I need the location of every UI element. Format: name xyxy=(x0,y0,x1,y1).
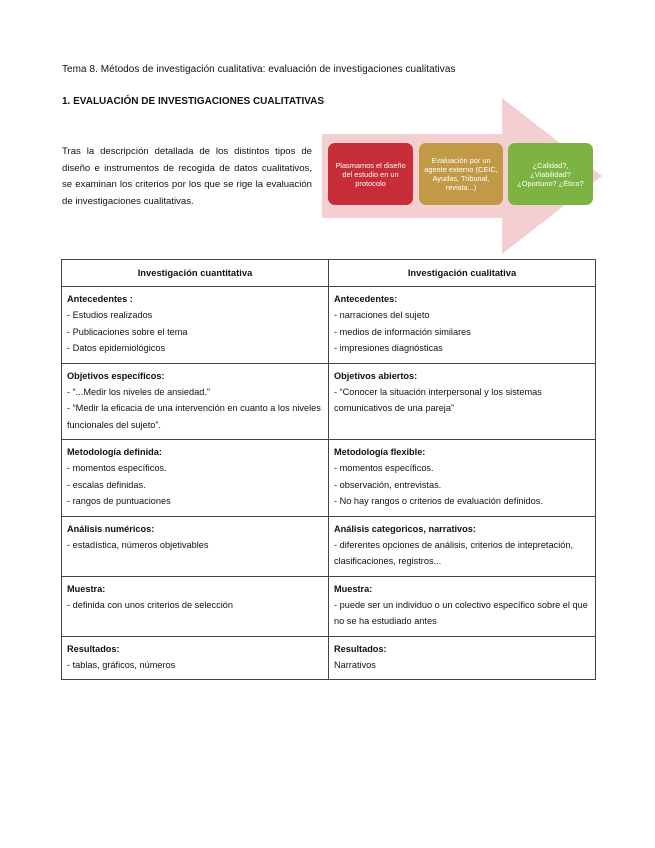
cell-title: Antecedentes : xyxy=(67,294,133,304)
quantitative-cell xyxy=(62,516,329,576)
quantitative-cell xyxy=(62,287,329,364)
qualitative-cell xyxy=(329,287,596,364)
comparison-table xyxy=(61,259,596,680)
section-title: 1. EVALUACIÓN DE INVESTIGACIONES CUALITATIVAS xyxy=(62,96,325,107)
cell-line: - Datos epidemiológicos xyxy=(67,343,166,353)
quantitative-cell xyxy=(62,576,329,636)
cell-line: - definida con unos criterios de selección xyxy=(67,599,233,610)
cell-line: - No hay rangos o criterios de evaluación definidos. xyxy=(334,496,543,506)
process-diagram xyxy=(322,98,602,254)
cell-line: - impresiones diagnósticas xyxy=(334,343,443,353)
quantitative-cell xyxy=(62,440,329,517)
qualitative-cell xyxy=(329,440,596,517)
cell-title: Muestra: xyxy=(67,583,106,594)
table-row xyxy=(62,516,596,576)
cell-line: - diferentes opciones de análisis, criterios de intepretación, clasificaciones, registros... xyxy=(334,539,574,566)
cell-line: - Publicaciones sobre el tema xyxy=(67,326,188,337)
cell-line: - observación, entrevistas. xyxy=(334,479,442,490)
cell-line: - momentos específicos. xyxy=(67,463,167,473)
cell-title: Muestra: xyxy=(334,583,373,594)
cell-line: - escalas definidas. xyxy=(67,479,146,490)
cell-title: Antecedentes: xyxy=(334,294,398,304)
quantitative-cell xyxy=(62,363,329,440)
quantitative-cell xyxy=(62,636,329,680)
cell-title: Análisis categoricos, narrativos: xyxy=(334,523,476,534)
header-qualitative: Investigación cualitativa xyxy=(329,260,596,287)
header-quantitative: Investigación cuantitativa xyxy=(62,260,329,287)
diagram-step-criteria: ¿Calidad?, ¿Viabilidad? ¿Oportuno? ¿Ético? xyxy=(508,143,593,205)
cell-line: - medios de información similares xyxy=(334,326,471,337)
document-header: Tema 8. Métodos de investigación cualitativa: evaluación de investigaciones cualitativas xyxy=(62,64,456,75)
table-row xyxy=(62,363,596,440)
table-header-row xyxy=(62,260,596,287)
cell-line: Narrativos xyxy=(334,659,376,670)
cell-line: - “Medir la eficacia de una intervención en cuanto a los niveles funcionales del sujeto”. xyxy=(67,403,321,430)
table-row xyxy=(62,287,596,364)
cell-line: - Estudios realizados xyxy=(67,310,153,320)
cell-title: Análisis numéricos: xyxy=(67,523,155,534)
table-row xyxy=(62,576,596,636)
qualitative-cell xyxy=(329,516,596,576)
cell-line: - puede ser un individuo o un colectivo específico sobre el que no se ha estudiado antes xyxy=(334,599,588,626)
cell-line: - estadística, números objetivables xyxy=(67,539,209,550)
cell-line: - momentos específicos. xyxy=(334,463,434,473)
qualitative-cell xyxy=(329,636,596,680)
comparison-table-body xyxy=(62,287,596,680)
cell-title: Metodología definida: xyxy=(67,447,162,457)
qualitative-cell xyxy=(329,576,596,636)
cell-title: Metodología flexible: xyxy=(334,447,426,457)
cell-title: Objetivos específicos: xyxy=(67,370,165,381)
diagram-step-protocol: Plasmamos el diseño del estudio en un protocolo xyxy=(328,143,413,205)
cell-line: - “...Medir los niveles de ansiedad.” xyxy=(67,386,210,397)
table-row xyxy=(62,440,596,517)
intro-paragraph: Tras la descripción detallada de los distintos tipos de diseño e instrumentos de recogida de datos cualitativos, se examinan los criterios por los que se rige la evaluación de investigaciones cualitativas. xyxy=(62,146,312,207)
cell-title: Resultados: xyxy=(67,643,120,654)
cell-line: - rangos de puntuaciones xyxy=(67,496,171,506)
table-row xyxy=(62,636,596,680)
cell-title: Resultados: xyxy=(334,643,387,654)
cell-line: - “Conocer la situación interpersonal y los sistemas comunicativos de una pareja” xyxy=(334,386,542,413)
qualitative-cell xyxy=(329,363,596,440)
cell-title: Objetivos abiertos: xyxy=(334,370,418,381)
diagram-step-external-evaluation: Evaluación por un agente externo (CEIC, Ayudas, Tribunal, revista...) xyxy=(419,143,503,205)
cell-line: - narraciones del sujeto xyxy=(334,310,430,320)
cell-line: - tablas, gráficos, números xyxy=(67,659,176,670)
